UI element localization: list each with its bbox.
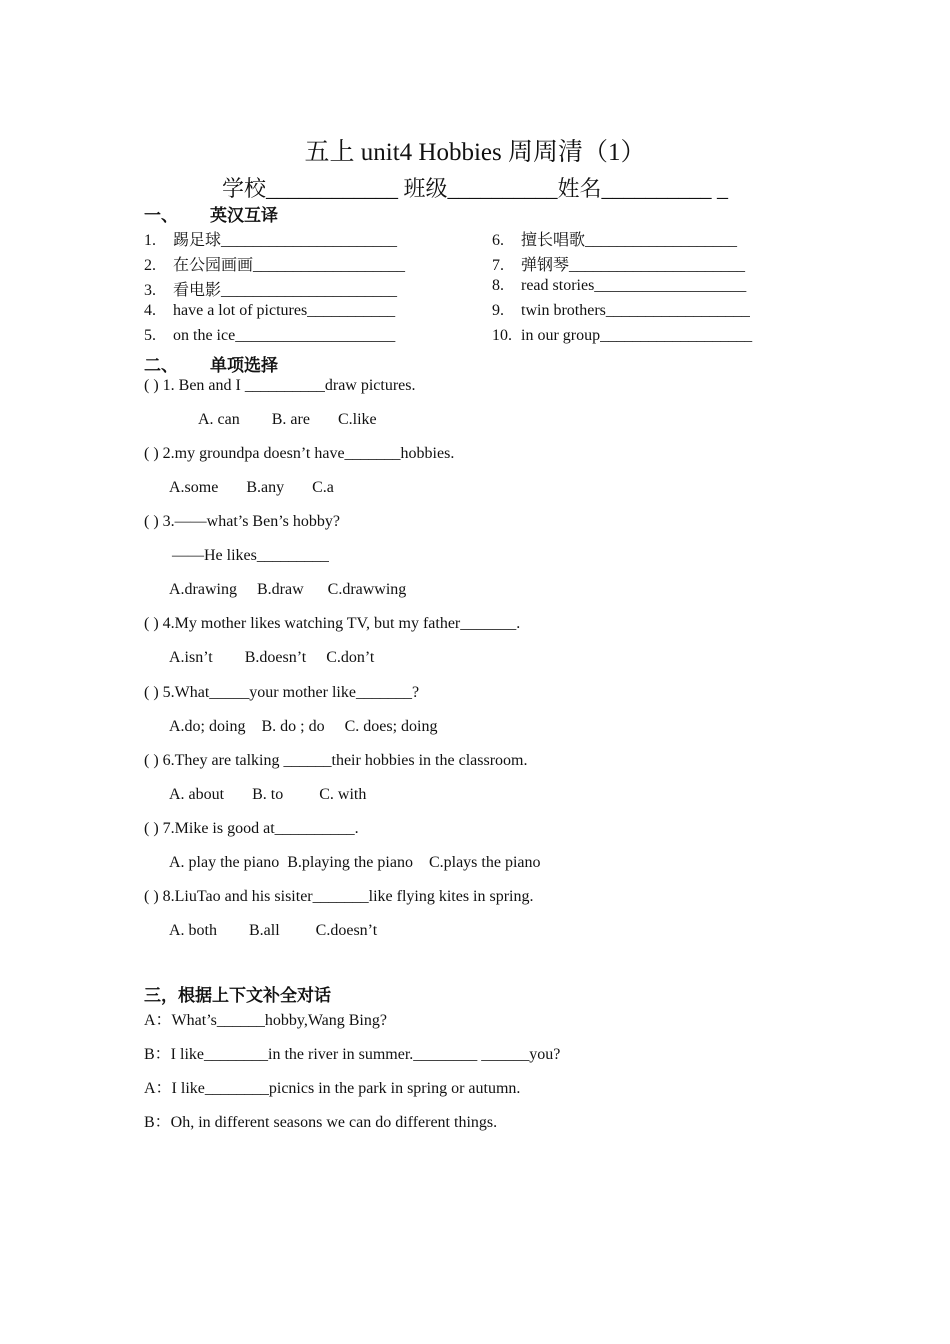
section1-heading — [144, 201, 278, 226]
section1-label: 英汉互译 — [210, 206, 278, 226]
question-text: ( ) 1. Ben and I __________draw pictures. — [144, 377, 416, 394]
question-text: ( ) 2.my groundpa doesn’t have_______hobbies. — [144, 445, 455, 462]
question-options: A.isn’t B.doesn’t C.don’t — [169, 649, 375, 666]
page-title: 五上 unit4 Hobbies 周周清（1） — [304, 139, 646, 166]
vocab-item: 1. 踢足球______________________ — [144, 232, 398, 249]
vocab-item: 4. have a lot of pictures___________ — [144, 302, 396, 319]
vocab-item: 3. 看电影______________________ — [144, 282, 398, 299]
section3-heading: 三，根据上下文补全对话 — [144, 986, 331, 1006]
section1-number: 一、 — [144, 206, 178, 226]
question-text: ( ) 8.LiuTao and his sisiter_______like flying kites in spring. — [144, 888, 534, 905]
dialogue-line: B：Oh, in different seasons we can do different things. — [144, 1114, 498, 1131]
vocab-item: 5. on the ice____________________ — [144, 327, 396, 344]
question-subline: ——He likes_________ — [172, 547, 329, 564]
question-options: A. about B. to C. with — [169, 786, 367, 803]
question-text: ( ) 7.Mike is good at__________. — [144, 820, 359, 837]
question-options: A.drawing B.draw C.drawwing — [169, 581, 407, 598]
question-text: ( ) 3.——what’s Ben’s hobby? — [144, 513, 340, 530]
vocab-item: 9. twin brothers__________________ — [492, 302, 750, 319]
dialogue-line: A：I like________picnics in the park in spring or autumn. — [144, 1080, 521, 1097]
section2-label: 单项选择 — [210, 356, 278, 376]
student-info-line: 学校____________ 班级__________姓名__________ _ — [221, 176, 728, 201]
question-options: A. play the piano B.playing the piano C.plays the piano — [169, 854, 541, 871]
question-options: A.do; doing B. do ; do C. does; doing — [169, 718, 438, 735]
dialogue-line: B：I like________in the river in summer.________ ______you? — [144, 1046, 561, 1063]
question-options: A. can B. are C.like — [198, 411, 377, 428]
vocab-item: 7. 弹钢琴______________________ — [492, 257, 746, 274]
question-text: ( ) 6.They are talking ______their hobbies in the classroom. — [144, 752, 528, 769]
dialogue-line: A：What’s______hobby,Wang Bing? — [144, 1012, 387, 1029]
question-text: ( ) 4.My mother likes watching TV, but my father_______. — [144, 615, 521, 632]
question-text: ( ) 5.What_____your mother like_______? — [144, 684, 420, 701]
vocab-item: 2. 在公园画画___________________ — [144, 257, 406, 274]
vocab-item: 8. read stories___________________ — [492, 277, 747, 294]
vocab-item: 6. 擅长唱歌___________________ — [492, 232, 738, 249]
question-options: A. both B.all C.doesn’t — [169, 922, 378, 939]
vocab-item: 10. in our group___________________ — [492, 327, 753, 344]
section2-heading — [144, 351, 278, 376]
question-options: A.some B.any C.a — [169, 479, 334, 496]
section2-number: 二、 — [144, 356, 178, 376]
